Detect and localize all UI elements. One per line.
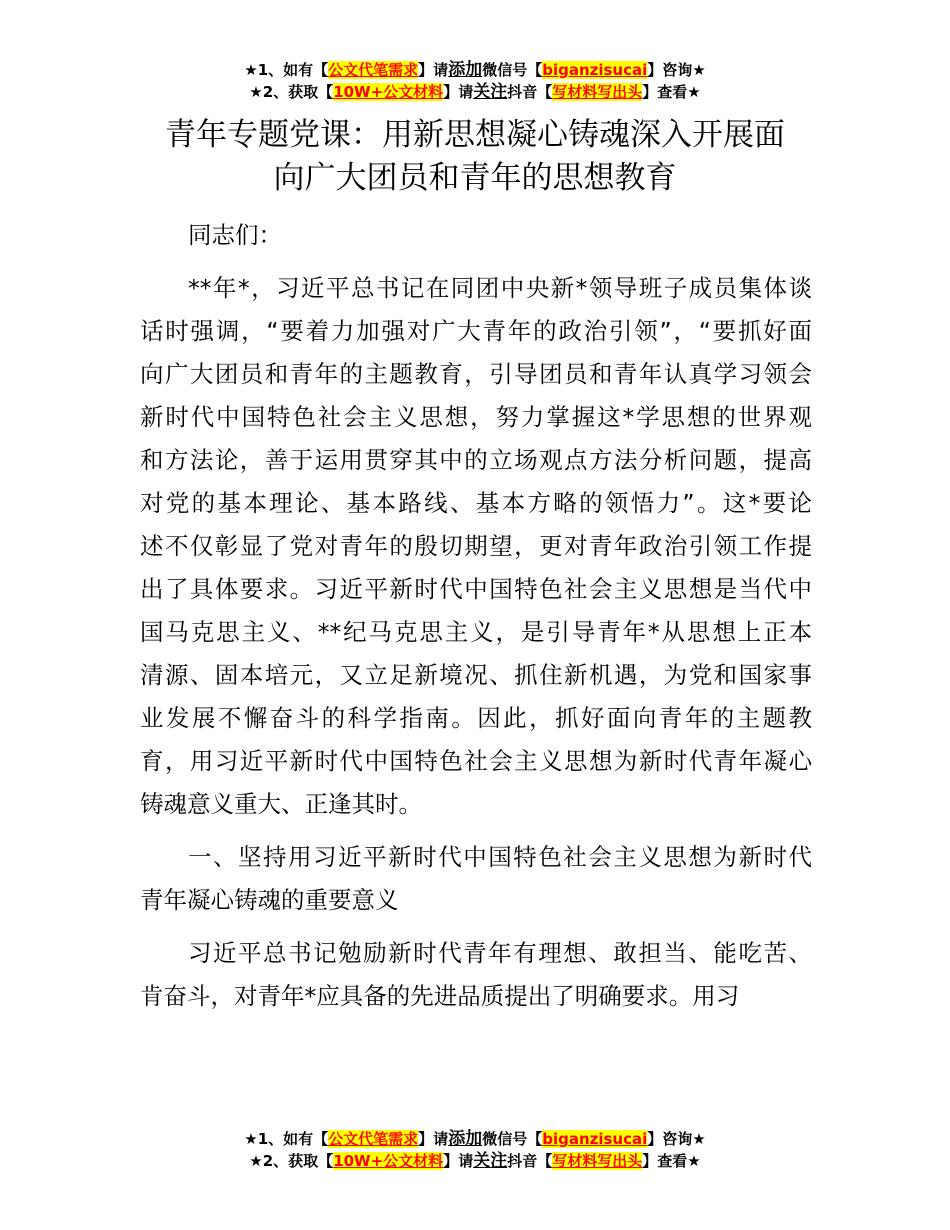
text-line: 铸魂意义重大、正逢其时。 <box>140 790 422 818</box>
text-line: 青年凝心铸魂的重要意义 <box>140 886 399 914</box>
highlight-text: 写材料写出头 <box>552 83 643 101</box>
highlight-text: 10W+公文材料 <box>333 1152 444 1170</box>
text-line: 向广大团员和青年的主题教育，引导团员和青年认真学习领会 <box>140 360 812 388</box>
banner-line-2 <box>0 1150 950 1172</box>
text-line: 新时代中国特色社会主义思想，努力掌握这*学思想的世界观 <box>140 403 812 431</box>
paragraph <box>140 932 812 1018</box>
highlight-text: biganzisucai <box>542 1130 648 1148</box>
banner-text: ★1、如有【 <box>244 61 329 79</box>
banner-line-1 <box>0 59 950 81</box>
banner-line-1 <box>0 1128 950 1150</box>
text-line: 育，用习近平新时代中国特色社会主义思想为新时代青年凝心 <box>140 747 812 775</box>
banner-text: 添加 <box>448 60 483 80</box>
section-heading <box>140 836 812 922</box>
highlight-text: biganzisucai <box>542 61 648 79</box>
banner-text: 】请 <box>443 83 474 101</box>
banner-text: 】查看★ <box>642 83 701 101</box>
highlight-text: 10W+公文材料 <box>333 83 444 101</box>
banner-text: 添加 <box>448 1129 483 1149</box>
document-title <box>0 114 950 200</box>
banner-text: 关注 <box>473 82 508 102</box>
text-line: 话时强调，“要着力加强对广大青年的政治引领”，“要抓好面 <box>140 317 812 345</box>
banner-text: 抖音【 <box>507 1152 553 1170</box>
title-line-1: 青年专题党课：用新思想凝心铸魂深入开展面 <box>165 117 785 153</box>
banner-text: ★2、获取【 <box>249 83 334 101</box>
text-line: 出了具体要求。习近平新时代中国特色社会主义思想是当代中 <box>140 575 812 603</box>
title-line-2: 向广大团员和青年的思想教育 <box>273 160 677 196</box>
text-line: 和方法论，善于运用贯穿其中的立场观点方法分析问题，提高 <box>140 446 812 474</box>
promo-banner-bottom <box>0 1128 950 1172</box>
text-line: 对党的基本理论、基本路线、基本方略的领悟力”。这*要论 <box>140 489 812 517</box>
text-line: 述不仅彰显了党对青年的殷切期望，更对青年政治引领工作提 <box>140 532 812 560</box>
text-line: 同志们： <box>188 221 282 249</box>
text-line: **年*，习近平总书记在同团中央新*领导班子成员集体谈 <box>188 274 812 302</box>
banner-line-2 <box>0 81 950 103</box>
banner-text: 】查看★ <box>642 1152 701 1170</box>
paragraph <box>140 214 812 257</box>
banner-text: 微信号【 <box>482 61 543 79</box>
highlight-text: 公文代笔需求 <box>328 61 419 79</box>
banner-text: 】请 <box>443 1152 474 1170</box>
highlight-text: 公文代笔需求 <box>328 1130 419 1148</box>
banner-text: 】咨询★ <box>647 61 706 79</box>
banner-text: 关注 <box>473 1151 508 1171</box>
banner-text: 微信号【 <box>482 1130 543 1148</box>
text-line: 肯奋斗，对青年*应具备的先进品质提出了明确要求。用习 <box>140 982 740 1010</box>
text-line: 习近平总书记勉励新时代青年有理想、敢担当、能吃苦、 <box>188 939 812 967</box>
banner-text: ★1、如有【 <box>244 1130 329 1148</box>
text-line: 业发展不懈奋斗的科学指南。因此，抓好面向青年的主题教 <box>140 704 812 732</box>
banner-text: 】请 <box>418 1130 449 1148</box>
paragraph <box>140 267 812 826</box>
banner-text: 】咨询★ <box>647 1130 706 1148</box>
document-body <box>140 214 812 1028</box>
promo-banner-top <box>0 59 950 103</box>
highlight-text: 写材料写出头 <box>552 1152 643 1170</box>
banner-text: 抖音【 <box>507 83 553 101</box>
text-line: 清源、固本培元，又立足新境况、抓住新机遇，为党和国家事 <box>140 661 812 689</box>
text-line: 国马克思主义、**纪马克思主义，是引导青年*从思想上正本 <box>140 618 812 646</box>
banner-text: 】请 <box>418 61 449 79</box>
banner-text: ★2、获取【 <box>249 1152 334 1170</box>
text-line: 一、坚持用习近平新时代中国特色社会主义思想为新时代 <box>188 843 812 871</box>
